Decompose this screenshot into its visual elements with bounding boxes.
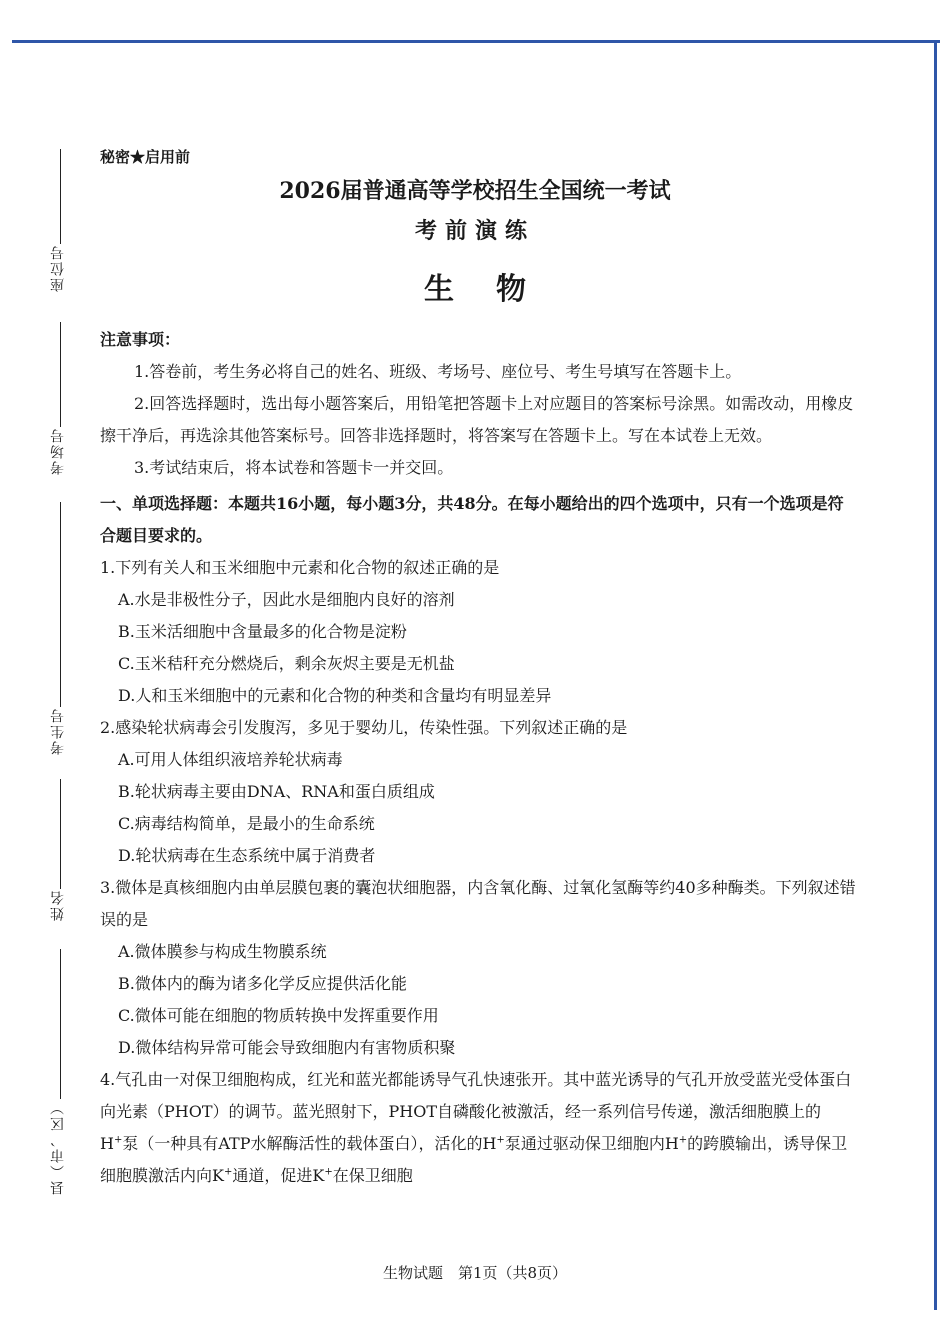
question-2-option-c: C.病毒结构简单，是最小的生命系统: [118, 814, 375, 833]
question-3-option-d: D.微体结构异常可能会导致细胞内有害物质积聚: [118, 1038, 456, 1057]
question-1-stem: 1.下列有关人和玉米细胞中元素和化合物的叙述正确的是: [100, 558, 500, 577]
exam-room-label: 考场号: [50, 427, 66, 475]
top-border-line: [12, 40, 940, 43]
section-1-heading: 一、单项选择题：本题共16小题，每小题3分，共48分。在每小题给出的四个选项中，只有一个选项是符合题目要求的。: [100, 494, 844, 545]
exam-subtitle: 考前演练: [414, 218, 535, 244]
student-id-line: [60, 502, 61, 707]
county-label: 县（市、区）: [50, 1099, 66, 1195]
subject-title: 生物: [424, 272, 568, 307]
exam-room-line: [60, 322, 61, 427]
question-3-option-a: A.微体膜参与构成生物膜系统: [118, 942, 327, 961]
question-4-stem: 4.气孔由一对保卫细胞构成，红光和蓝光都能诱导气孔快速张开。其中蓝光诱导的气孔开放受蓝光受体蛋白向光素（PHOT）的调节。蓝光照射下，PHOT自磷酸化被激活，经一系列信号传递，激活细胞膜上的H+泵（一种具有ATP水解酶活性的载体蛋白），活化的H+泵通过驱动保卫细胞内H+的跨膜输出，诱导保卫细胞膜激活内向K+通道，促进K+在保卫细胞: [100, 1070, 852, 1185]
name-field: [50, 775, 70, 921]
question-1-option-d: D.人和玉米细胞中的元素和化合物的种类和含量均有明显差异: [118, 686, 552, 705]
county-field: [50, 945, 70, 1195]
student-id-label: 考生号: [50, 707, 66, 755]
question-1-option-a: A.水是非极性分子，因此水是细胞内良好的溶剂: [118, 590, 455, 609]
notice-item-2: 2.回答选择题时，选出每小题答案后，用铅笔把答题卡上对应题目的答案标号涂黑。如需改动，用橡皮擦干净后，再选涂其他答案标号。回答非选择题时，将答案写在答题卡上。写在本试卷上无效。: [100, 394, 854, 445]
secret-mark: 秘密★启用前: [100, 148, 191, 166]
county-line: [60, 949, 61, 1099]
notice-title: 注意事项：: [100, 330, 181, 349]
name-line: [60, 779, 61, 889]
question-1-option-b: B.玉米活细胞中含量最多的化合物是淀粉: [118, 622, 407, 641]
name-label: 姓名: [50, 889, 66, 921]
exam-title: 2026届普通高等学校招生全国统一考试: [279, 178, 671, 204]
exam-room-field: [50, 318, 70, 475]
page-footer: 生物试题 第1页（共8页）: [382, 1264, 568, 1282]
question-2-option-b: B.轮状病毒主要由DNA、RNA和蛋白质组成: [118, 782, 435, 801]
question-2-option-d: D.轮状病毒在生态系统中属于消费者: [118, 846, 376, 865]
notice-item-1: 1.答卷前，考生务必将自己的姓名、班级、考场号、座位号、考生号填写在答题卡上。: [134, 362, 742, 381]
question-3-stem: 3.微体是真核细胞内由单层膜包裹的囊泡状细胞器，内含氧化酶、过氧化氢酶等约40多种酶类。下列叙述错误的是: [100, 878, 856, 929]
question-1-option-c: C.玉米秸秆充分燃烧后，剩余灰烬主要是无机盐: [118, 654, 455, 673]
notice-item-3: 3.考试结束后，将本试卷和答题卡一并交回。: [134, 458, 454, 477]
question-2-option-a: A.可用人体组织液培养轮状病毒: [118, 750, 343, 769]
question-3-option-c: C.微体可能在细胞的物质转换中发挥重要作用: [118, 1006, 439, 1025]
question-2-stem: 2.感染轮状病毒会引发腹泻，多见于婴幼儿，传染性强。下列叙述正确的是: [100, 718, 628, 737]
seat-number-label: 座位号: [50, 244, 66, 292]
question-3-option-b: B.微体内的酶为诸多化学反应提供活化能: [118, 974, 407, 993]
student-id-field: [50, 498, 70, 755]
exam-content: [100, 324, 856, 1192]
